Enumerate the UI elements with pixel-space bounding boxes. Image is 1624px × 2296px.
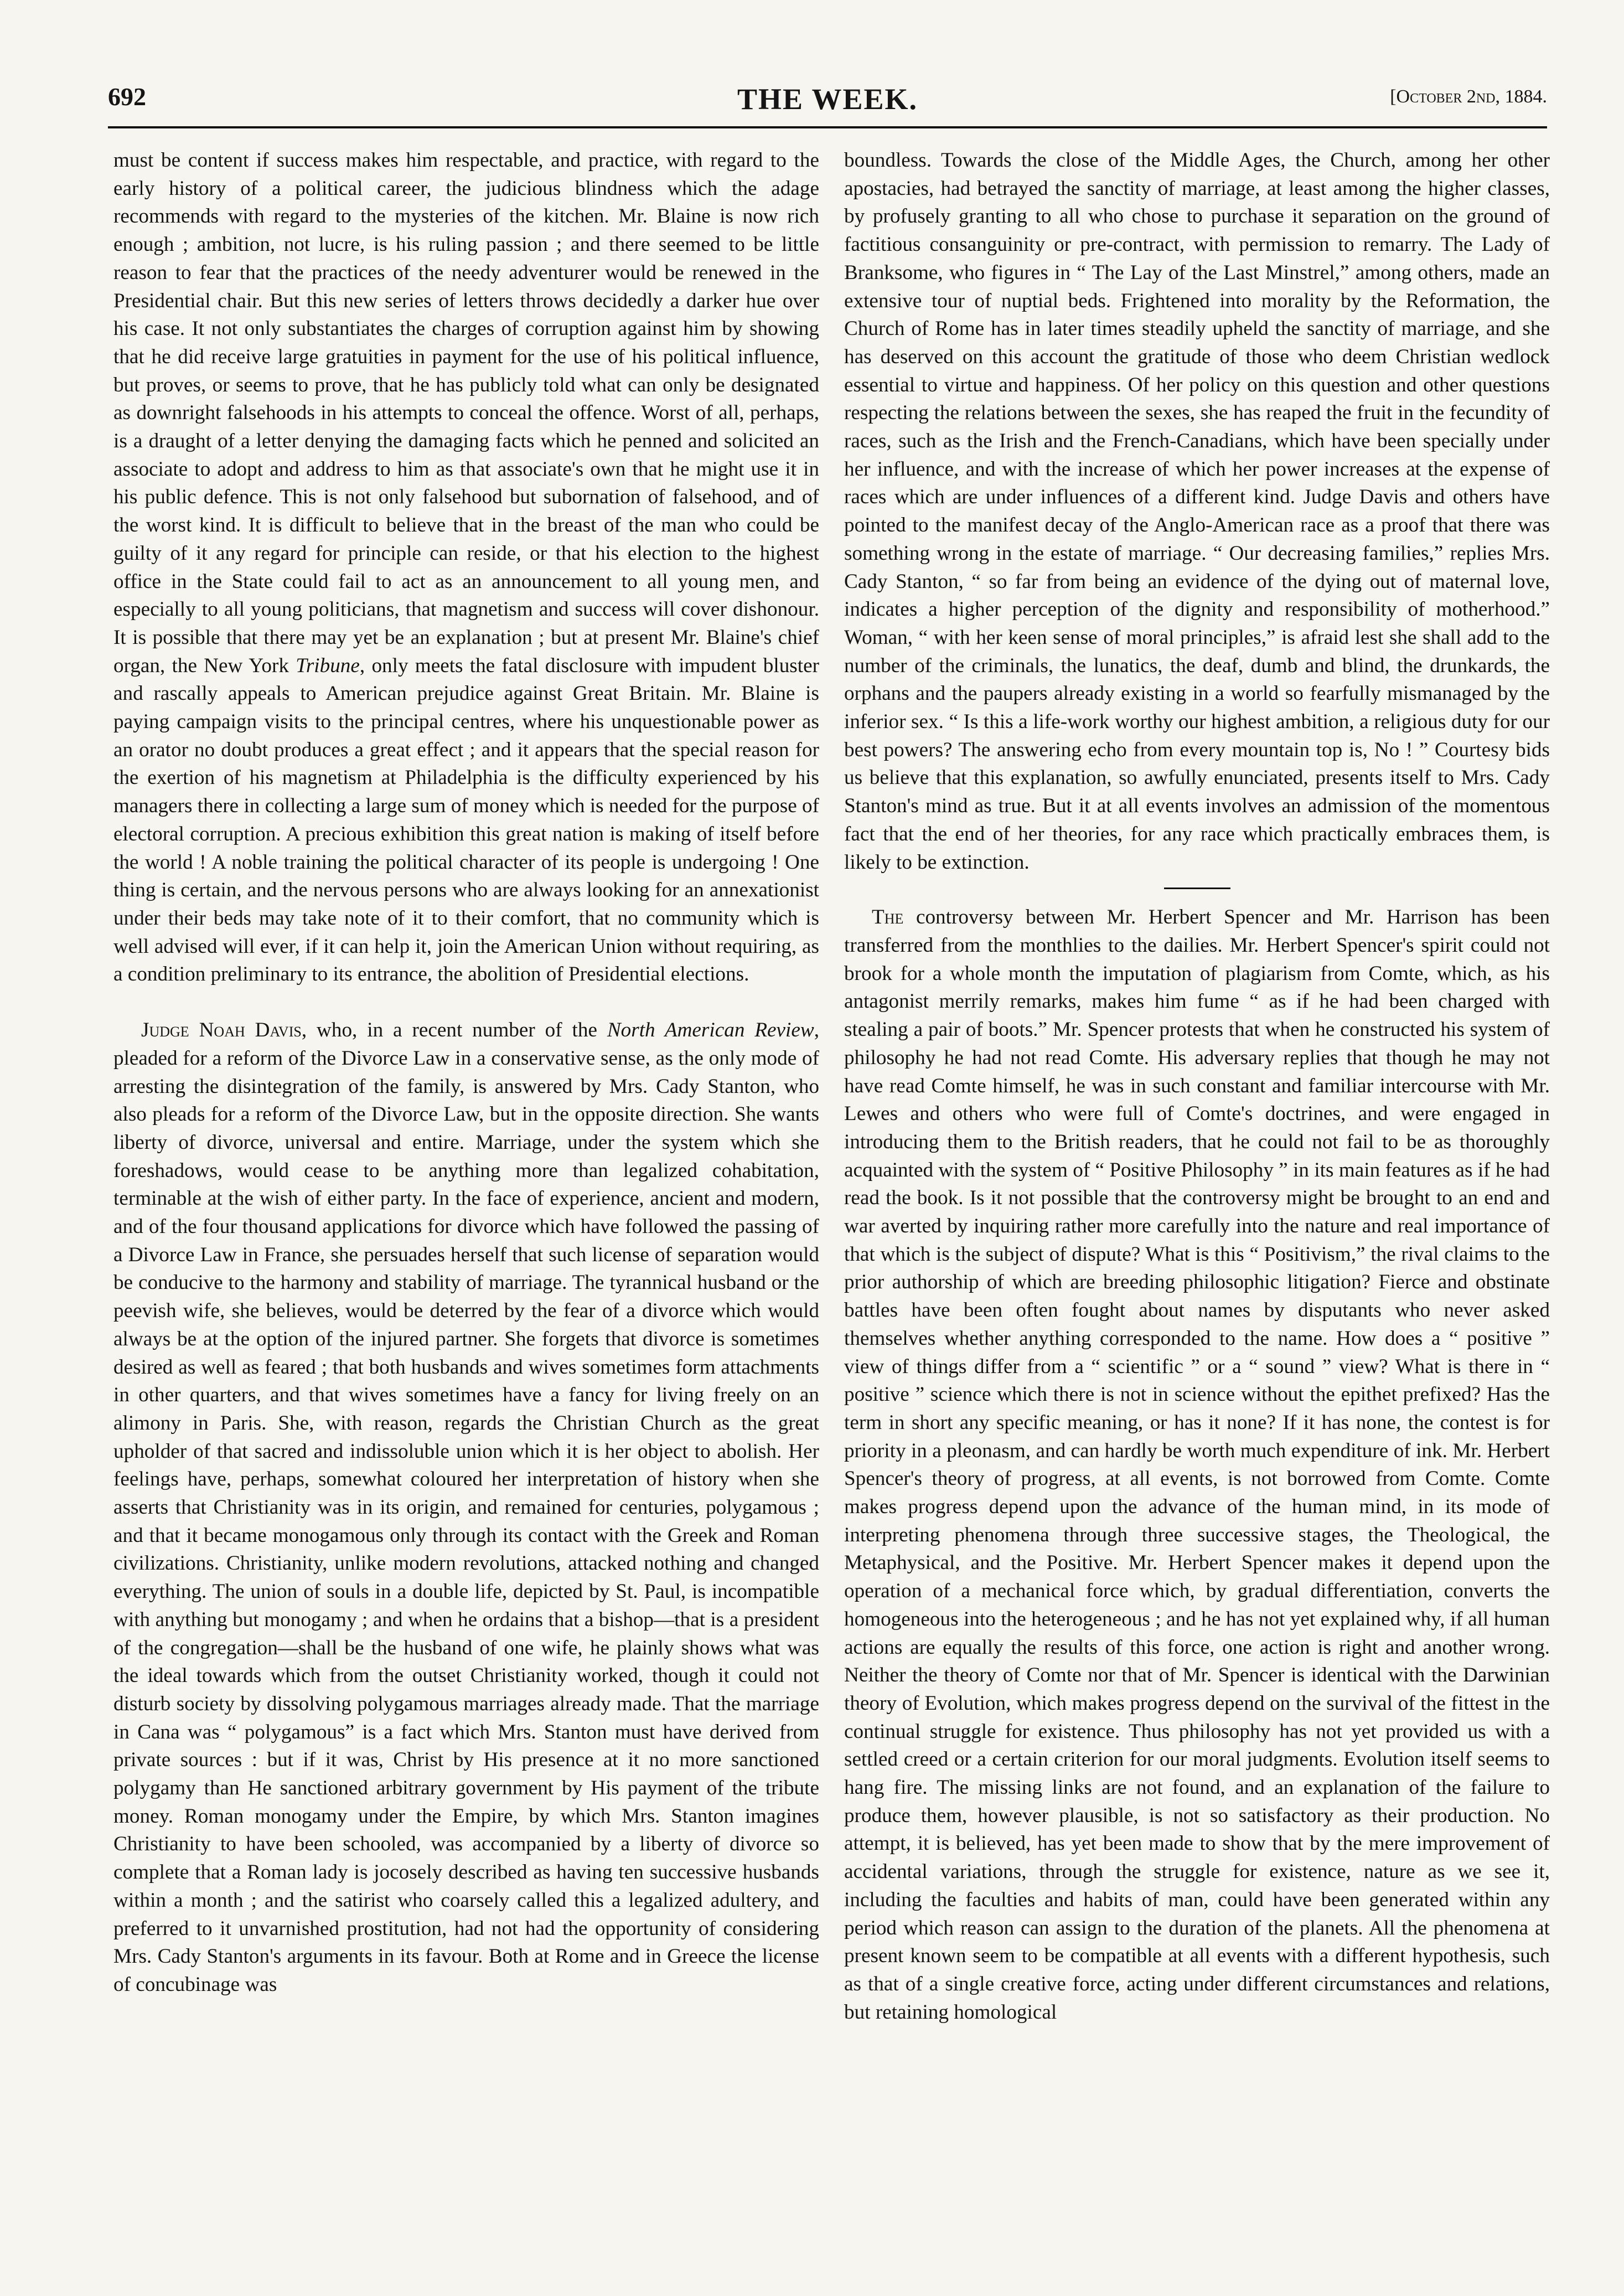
paragraph-church: [844, 147, 1550, 876]
paragraph-text: must be content if success makes him respectable, and practice, with regard to the early history of a political career, the judicious blindness which the adage recommends with regard to the mysteries of the kitchen. Mr. Blaine is now rich enough ; ambition, not lucre, is his ruling passion ; and there seemed to be little reason to fear that the practices of the needy adventurer would be renewed in the Presidential chair. But this new series of letters throws decidedly a darker hue over his case. It not only substantiates the charges of corruption against him by showing that he did receive large gratuities in payment for the use of his political influence, but proves, or seems to prove, that he has publicly told what can only be designated as downright falsehoods in his attempts to conceal the offence. Worst of all, perhaps, is a draught of a letter denying the damaging facts which he penned and solicited an associate to adopt and address to him as that associate's own that he might use it in his public defence. This is not only falsehood but subornation of falsehood, and of the worst kind. It is difficult to believe that in the breast of the man who could be guilty of it any regard for principle can reside, or that his election to the highest office in the State could fail to act as an announcement to all young men, and especially to all young politicians, that magnetism and success will cover dishonour. It is possible that there may yet be an explanation ; but at present Mr. Blaine's chief organ, the New York: [113, 149, 819, 677]
section-rule: [1164, 888, 1230, 889]
paragraph-divorce: [113, 1017, 819, 1999]
lead-in-text: Judge Noah Davis: [141, 1019, 302, 1042]
paragraph-text: controversy between Mr. Herbert Spencer and Mr. Harrison has been transferred from the monthlies to the dailies. Mr. Herbert Spencer's spirit could not brook for a whole month the imputation of plagiarism from Comte, which, as his antagonist merrily remarks, makes him fume “ as if he had been charged with stealing a pair of boots.” Mr. Spencer protests that when he constructed his system of philosophy he had not read Comte. His adversary replies that though he may not have read Comte himself, he was in such constant and familiar intercourse with Mr. Lewes and others who were full of Comte's doctrines, and were engaged in introducing them to the British readers, that he could not fail to be as thoroughly acquainted with the system of “ Positive Philosophy ” in its main features as if he had read the book. Is it not possible that the controversy might be brought to an end and war averted by inquiring rather more carefully into the nature and real importance of that which is the subject of dispute? What is this “ Positivism,” the rival claims to the prior authorship of which are breeding philosophic litigation? Fierce and obstinate battles have been often fought about names by disputants who never asked themselves whether anything corresponded to the name. How does a “ positive ” view of things differ from a “ scientific ” or a “ sound ” view? What is there in “ positive ” science which there is not in science without the epithet prefixed? Has the term in short any specific meaning, or has it none? If it has none, the contest is for priority in a pleonasm, and can hardly be worth much expenditure of ink. Mr. Herbert Spencer's theory of progress, at all events, is not borrowed from Comte. Comte makes progress depend upon the advance of the human mind, in its mode of interpreting phenomena through three successive stages, the Theological, the Metaphysical, and the Positive. Mr. Herbert Spencer makes it depend upon the operation of a mechanical force which, by gradual differentiation, converts the homogeneous into the heterogeneous ; and he has not yet explained why, if all human actions are equally the results of this force, one action is right and another wrong. Neither the theory of Comte nor that of Mr. Spencer is identical with the Darwinian theory of Evolution, which makes progress depend on the survival of the fittest in the continual struggle for existence. Thus philosophy has not yet provided us with a settled creed or a certain criterion for our moral judgments. Evolution itself seems to hang fire. The missing links are not found, and an explanation of the failure to produce them, however plausible, is not so satisfactory as their production. No attempt, it is believed, has yet been made to show that by the mere improvement of accidental variations, through the struggle for existence, nature as we see it, including the faculties and habits of man, could have been generated within any period which reason can assign to the duration of the planets. All the phenomena at present known seem to be compatible at all events with a different hypothesis, such as that of a single creative force, acting under different circumstances and relations, but retaining homological: [844, 906, 1550, 2024]
italic-text: North American Review: [607, 1019, 814, 1042]
header-rule: [108, 126, 1547, 128]
paragraph-blaine: [113, 147, 819, 989]
journal-title: THE WEEK.: [737, 82, 918, 116]
paragraph-text: boundless. Towards the close of the Middle Ages, the Church, among her other apostacies, had betrayed the sanctity of marriage, at least among the higher classes, by profusely granting to all who chose to purchase it separation on the ground of factitious consanguinity or pre-contract, with permission to remarry. The Lady of Branksome, who figures in “ The Lay of the Last Minstrel,” among others, made an extensive tour of nuptial beds. Frightened into morality by the Reformation, the Church of Rome has in later times steadily upheld the sanctity of marriage, and she has deserved on this account the gratitude of those who deem Christian wedlock essential to virtue and happiness. Of her policy on this question and other questions respecting the relations between the sexes, she has reaped the fruit in the fecundity of races, such as the Irish and the French-Canadians, which have been specially under her influence, and with the increase of which her power increases at the expense of races which are under influences of a different kind. Judge Davis and others have pointed to the manifest decay of the Anglo-American race as a proof that there was something wrong in the estate of marriage. “ Our decreasing families,” replies Mrs. Cady Stanton, “ so far from being an evidence of the dying out of maternal love, indicates a higher perception of the dignity and responsibility of motherhood.” Woman, “ with her keen sense of moral principles,” is afraid lest she shall add to the number of the criminals, the lunatics, the deaf, dumb and blind, the drunkards, the orphans and the paupers already existing in a world so fearfully mismanaged by the inferior sex. “ Is this a life-work worthy our highest ambition, a religious duty for our best powers? The answering echo from every mountain top is, No ! ” Courtesy bids us believe that this explanation, so awfully enunciated, presents itself to Mrs. Cady Stanton's mind as true. But it at all events involves an admission of the momentous fact that the end of her theories, for any race which practically embraces them, is likely to be extinction.: [844, 149, 1550, 874]
italic-text: Tribune: [296, 654, 360, 677]
lead-in-text: The: [872, 906, 904, 929]
left-column: [113, 147, 819, 1999]
paragraph-spencer: [844, 904, 1550, 2026]
paragraph-text: , pleaded for a reform of the Divorce Law in a conservative sense, as the only mode of arresting the disintegration of the family, is answered by Mrs. Cady Stanton, who also pleads for a reform of the Divorce Law, but in the opposite direction. She wants liberty of divorce, universal and entire. Marriage, under the system which she foreshadows, would cease to be anything more than legalized cohabitation, terminable at the wish of either party. In the face of experience, ancient and modern, and of the four thousand applications for divorce which have followed the passing of a Divorce Law in France, she persuades herself that such license of separation would be conducive to the harmony and stability of marriage. The tyrannical husband or the peevish wife, she believes, would be deterred by the fear of a divorce which would always be at the option of the injured partner. She forgets that divorce is sometimes desired as well as feared ; that both husbands and wives sometimes form attachments in other quarters, and that wives sometimes have a fancy for living freely on an alimony in Paris. She, with reason, regards the Christian Church as the great upholder of that sacred and indissoluble union which it is her object to abolish. Her feelings have, perhaps, somewhat coloured her interpretation of history when she asserts that Christianity was in its origin, and remained for centuries, polygamous ; and that it became monogamous only through its contact with the Greek and Roman civilizations. Christianity, unlike modern revolutions, attacked nothing and changed everything. The union of souls in a double life, depicted by St. Paul, is incompatible with anything but monogamy ; and when he ordains that a bishop—that is a president of the congregation—shall be the husband of one wife, he plainly shows what was the ideal towards which from the outset Christianity worked, though it could not disturb society by dissolving polygamous marriages already made. That the marriage in Cana was “ polygamous” is a fact which Mrs. Stanton must have derived from private sources : but if it was, Christ by His presence at it no more sanctioned polygamy than He sanctioned arbitrary government by His payment of the tribute money. Roman monogamy under the Empire, by which Mrs. Stanton imagines Christianity to have been schooled, was accompanied by a liberty of divorce so complete that a Roman lady is jocosely described as having ten successive husbands within a month ; and the satirist who coarsely called this a legalized adultery, and preferred to it unvarnished prostitution, had not had the opportunity of considering Mrs. Cady Stanton's arguments in its favour. Both at Rome and in Greece the license of concubinage was: [113, 1019, 819, 1996]
issue-date: [October 2nd, 1884.: [1390, 86, 1547, 107]
paragraph-gap: [113, 989, 819, 1017]
page-header: [108, 82, 1547, 121]
paragraph-text: , only meets the fatal disclosure with impudent bluster and rascally appeals to American prejudice against Great Britain. Mr. Blaine is paying campaign visits to the principal centres, where his unquestionable power as an orator no doubt produces a great effect ; and it appears that the special reason for the exertion of his magnetism at Philadelphia is the difficulty experienced by his managers there in collecting a large sum of money which is needed for the purpose of electoral corruption. A precious exhibition this great nation is making of itself before the world ! A noble training the political character of its people is undergoing ! One thing is certain, and the nervous persons who are always looking for an annexationist under their beds may take note of it to their comfort, that no community which is well advised will ever, if it can help it, join the American Union without requiring, as a condition preliminary to its entrance, the abolition of Presidential elections.: [113, 654, 819, 986]
page-number: 692: [108, 82, 146, 111]
paragraph-text: , who, in a recent number of the: [301, 1019, 607, 1042]
right-column: [844, 147, 1550, 2026]
